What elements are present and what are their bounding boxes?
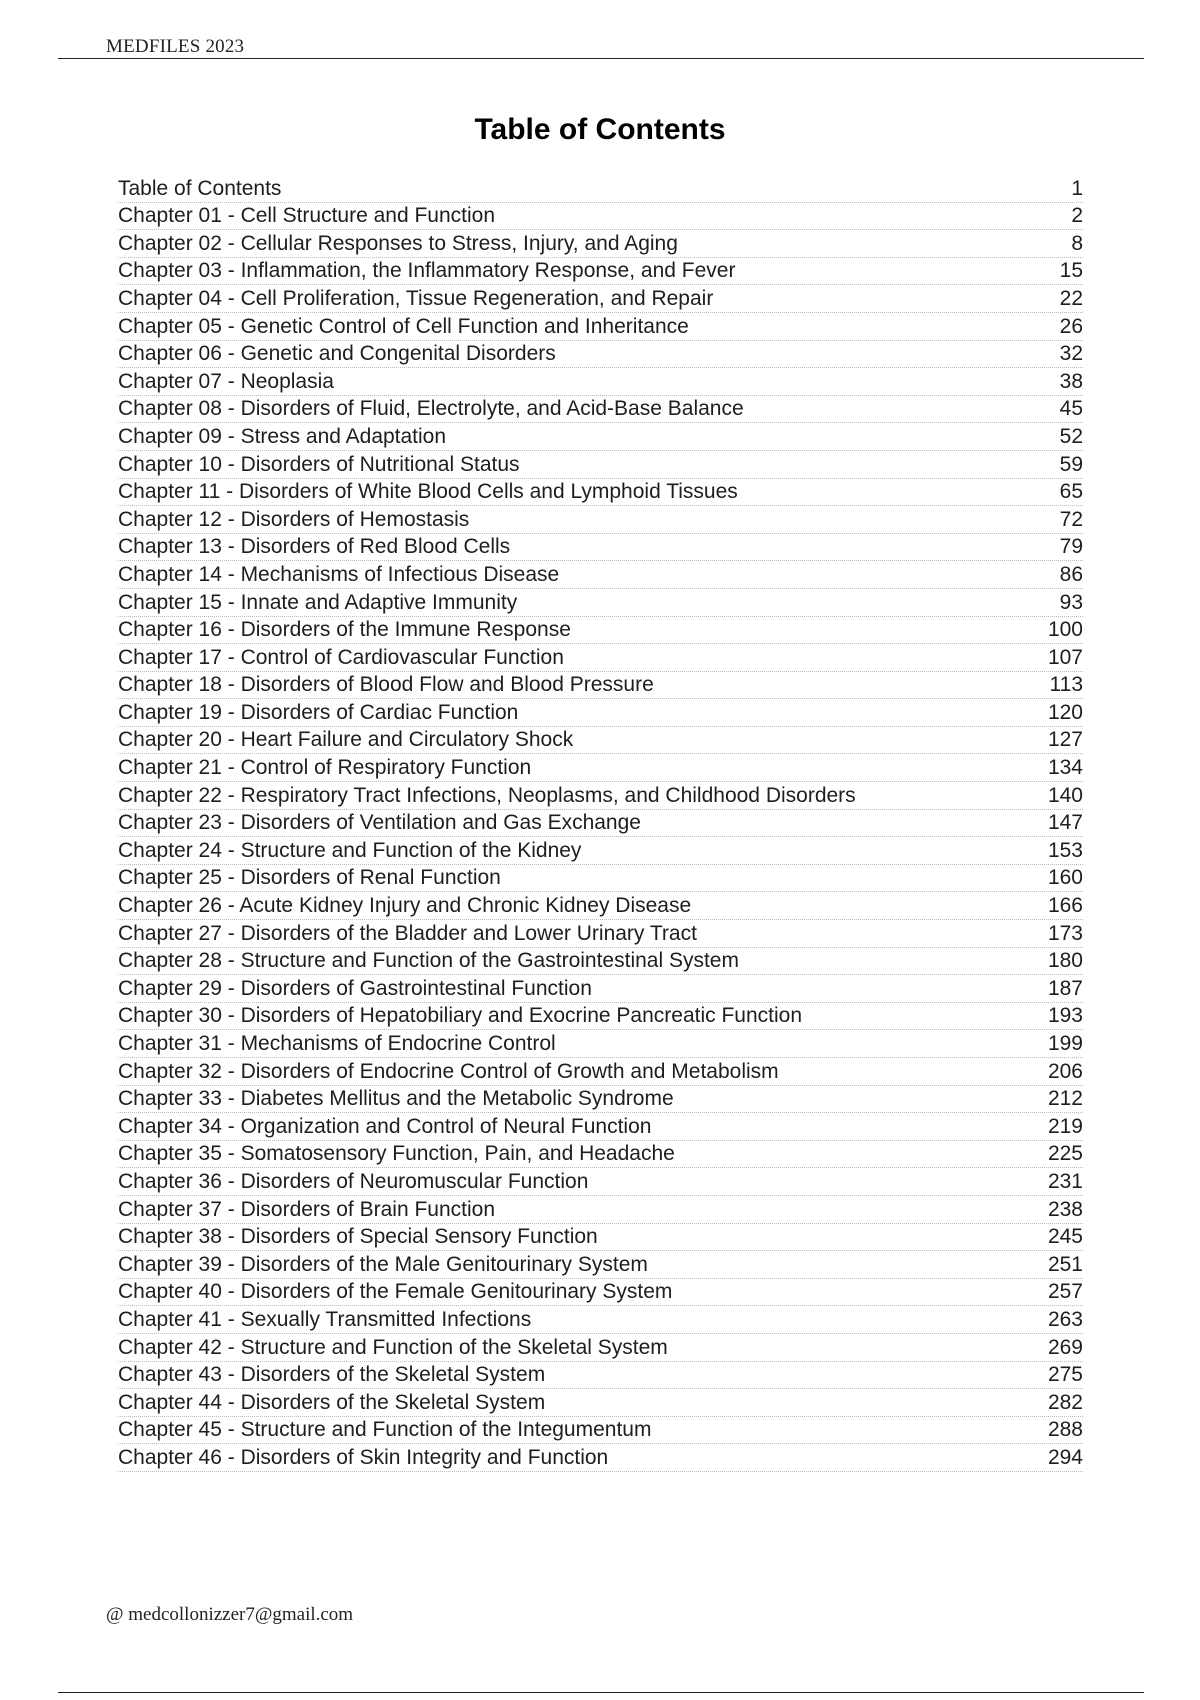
toc-entry[interactable] (118, 837, 1083, 865)
footer-divider (58, 1692, 1144, 1693)
toc-entry[interactable] (118, 617, 1083, 645)
toc-entry-label: Chapter 14 - Mechanisms of Infectious Disease (118, 562, 560, 586)
toc-entry-page-number: 263 (1047, 1307, 1083, 1331)
toc-entry-label: Chapter 35 - Somatosensory Function, Pain, and Headache (118, 1142, 675, 1166)
toc-entry[interactable] (118, 534, 1083, 562)
toc-entry-page-number: 282 (1047, 1390, 1083, 1414)
toc-entry-page-number: 251 (1047, 1252, 1083, 1276)
toc-entry-label: Chapter 16 - Disorders of the Immune Response (118, 618, 571, 642)
toc-entry[interactable] (118, 810, 1083, 838)
toc-entry[interactable] (118, 892, 1083, 920)
toc-entry[interactable] (118, 258, 1083, 286)
toc-entry-page-number: 180 (1047, 949, 1083, 973)
toc-entry-label: Chapter 26 - Acute Kidney Injury and Chronic Kidney Disease (118, 894, 692, 918)
toc-entry[interactable] (118, 1279, 1083, 1307)
toc-entry[interactable] (118, 1003, 1083, 1031)
toc-entry-label: Chapter 34 - Organization and Control of Neural Function (118, 1114, 652, 1138)
toc-entry[interactable] (118, 1362, 1083, 1390)
toc-entry[interactable] (118, 203, 1083, 231)
toc-entry-label: Chapter 29 - Disorders of Gastrointestinal Function (118, 976, 592, 1000)
toc-entry[interactable] (118, 699, 1083, 727)
toc-entry-label: Chapter 17 - Control of Cardiovascular Function (118, 645, 564, 669)
toc-entry[interactable] (118, 1086, 1083, 1114)
toc-entry-label: Chapter 37 - Disorders of Brain Function (118, 1197, 496, 1221)
toc-entry[interactable] (118, 948, 1083, 976)
toc-entry[interactable] (118, 1030, 1083, 1058)
toc-entry-page-number: 153 (1047, 838, 1083, 862)
toc-entry[interactable] (118, 644, 1083, 672)
toc-entry-page-number: 93 (1059, 590, 1083, 614)
toc-entry[interactable] (118, 782, 1083, 810)
toc-entry-label: Chapter 21 - Control of Respiratory Function (118, 756, 532, 780)
toc-entry[interactable] (118, 341, 1083, 369)
toc-entry[interactable] (118, 1389, 1083, 1417)
toc-entry[interactable] (118, 1196, 1083, 1224)
toc-entry-label: Chapter 42 - Structure and Function of the Skeletal System (118, 1335, 668, 1359)
toc-entry-label: Chapter 41 - Sexually Transmitted Infections (118, 1307, 532, 1331)
toc-entry[interactable] (118, 451, 1083, 479)
toc-entry-page-number: 245 (1047, 1225, 1083, 1249)
toc-entry-label: Chapter 33 - Diabetes Mellitus and the Metabolic Syndrome (118, 1087, 674, 1111)
toc-entry[interactable] (118, 230, 1083, 258)
toc-entry-page-number: 45 (1059, 397, 1083, 421)
toc-entry-page-number: 26 (1059, 314, 1083, 338)
toc-entry-page-number: 2 (1071, 204, 1083, 228)
toc-entry[interactable] (118, 396, 1083, 424)
toc-entry[interactable] (118, 175, 1083, 203)
toc-entry-page-number: 113 (1049, 673, 1083, 697)
toc-entry-page-number: 79 (1059, 535, 1083, 559)
toc-entry-page-number: 257 (1047, 1280, 1083, 1304)
toc-entry[interactable] (118, 920, 1083, 948)
toc-entry[interactable] (118, 975, 1083, 1003)
toc-entry-label: Chapter 39 - Disorders of the Male Genitourinary System (118, 1252, 648, 1276)
toc-entry[interactable] (118, 754, 1083, 782)
toc-entry-label: Chapter 11 - Disorders of White Blood Cells and Lymphoid Tissues (118, 480, 738, 504)
toc-entry-label: Table of Contents (118, 176, 282, 200)
toc-entry-page-number: 288 (1047, 1418, 1083, 1442)
toc-entry-page-number: 219 (1047, 1114, 1083, 1138)
toc-entry-page-number: 269 (1047, 1335, 1083, 1359)
toc-entry-label: Chapter 01 - Cell Structure and Function (118, 204, 496, 228)
toc-entry-page-number: 1 (1071, 176, 1083, 200)
toc-entry-page-number: 160 (1047, 866, 1083, 890)
toc-entry-page-number: 22 (1059, 286, 1083, 310)
toc-entry-page-number: 100 (1047, 618, 1083, 642)
toc-entry[interactable] (118, 285, 1083, 313)
toc-entry-label: Chapter 23 - Disorders of Ventilation and Gas Exchange (118, 811, 641, 835)
toc-entry-page-number: 120 (1047, 700, 1083, 724)
toc-entry[interactable] (118, 1417, 1083, 1445)
toc-entry-label: Chapter 40 - Disorders of the Female Genitourinary System (118, 1280, 673, 1304)
toc-entry-page-number: 199 (1047, 1032, 1083, 1055)
toc-entry-page-number: 86 (1059, 562, 1083, 586)
toc-entry[interactable] (118, 1168, 1083, 1196)
toc-entry[interactable] (118, 1113, 1083, 1141)
toc-entry-page-number: 65 (1059, 480, 1083, 504)
toc-entry-label: Chapter 08 - Disorders of Fluid, Electrolyte, and Acid-Base Balance (118, 397, 744, 421)
toc-entry-label: Chapter 02 - Cellular Responses to Stress, Injury, and Aging (118, 231, 678, 255)
toc-entry-label: Chapter 20 - Heart Failure and Circulatory Shock (118, 728, 574, 752)
toc-entry-page-number: 127 (1047, 728, 1083, 752)
toc-entry-page-number: 212 (1047, 1087, 1083, 1111)
toc-entry-page-number: 107 (1047, 645, 1083, 669)
toc-entry-page-number: 193 (1047, 1004, 1083, 1028)
toc-entry-label: Chapter 13 - Disorders of Red Blood Cells (118, 535, 511, 559)
toc-entry-label: Chapter 25 - Disorders of Renal Function (118, 866, 501, 890)
toc-entry-page-number: 206 (1047, 1059, 1083, 1083)
toc-entry[interactable] (118, 589, 1083, 617)
toc-entry[interactable] (118, 727, 1083, 755)
toc-entry[interactable] (118, 1141, 1083, 1169)
toc-entry-page-number: 225 (1047, 1142, 1083, 1166)
toc-entry-label: Chapter 07 - Neoplasia (118, 369, 334, 393)
toc-entry-label: Chapter 24 - Structure and Function of the Kidney (118, 838, 582, 862)
toc-entry-label: Chapter 18 - Disorders of Blood Flow and Blood Pressure (118, 673, 654, 697)
page-title: Table of Contents (474, 113, 726, 146)
toc-entry-label: Chapter 22 - Respiratory Tract Infections, Neoplasms, and Childhood Disorders (118, 783, 856, 807)
toc-entry-label: Chapter 05 - Genetic Control of Cell Function and Inheritance (118, 314, 689, 338)
toc-entry-page-number: 238 (1047, 1197, 1083, 1221)
toc-entry[interactable] (118, 1306, 1083, 1334)
toc-entry[interactable] (118, 368, 1083, 396)
page-header (58, 34, 1144, 59)
toc-entry-label: Chapter 09 - Stress and Adaptation (118, 424, 447, 448)
toc-entry[interactable] (118, 1058, 1083, 1086)
toc-entry-label: Chapter 46 - Disorders of Skin Integrity and Function (118, 1445, 609, 1469)
toc-entry-label: Chapter 15 - Innate and Adaptive Immunity (118, 590, 518, 614)
toc-entry-label: Chapter 27 - Disorders of the Bladder and Lower Urinary Tract (118, 921, 697, 945)
toc-entry-page-number: 8 (1071, 231, 1083, 255)
toc-entry-page-number: 38 (1059, 369, 1083, 393)
toc-entry-label: Chapter 31 - Mechanisms of Endocrine Control (118, 1032, 556, 1055)
toc-entry-label: Chapter 45 - Structure and Function of the Integumentum (118, 1418, 652, 1442)
toc-entry[interactable] (118, 423, 1083, 451)
toc-entry-page-number: 187 (1047, 976, 1083, 1000)
toc-entry-page-number: 32 (1059, 342, 1083, 366)
toc-entry-label: Chapter 04 - Cell Proliferation, Tissue Regeneration, and Repair (118, 286, 714, 310)
toc-entry-label: Chapter 30 - Disorders of Hepatobiliary and Exocrine Pancreatic Function (118, 1004, 803, 1028)
toc-entry[interactable] (118, 506, 1083, 534)
toc-entry[interactable] (118, 672, 1083, 700)
toc-entry-label: Chapter 12 - Disorders of Hemostasis (118, 507, 470, 531)
toc-entry-label: Chapter 28 - Structure and Function of the Gastrointestinal System (118, 949, 739, 973)
toc-entry-page-number: 52 (1059, 424, 1083, 448)
header-title: MEDFILES 2023 (106, 36, 245, 57)
toc-entry-label: Chapter 36 - Disorders of Neuromuscular Function (118, 1169, 589, 1193)
toc-entry-label: Chapter 06 - Genetic and Congenital Disorders (118, 342, 556, 366)
toc-entry-label: Chapter 10 - Disorders of Nutritional Status (118, 452, 520, 476)
toc-entry-page-number: 231 (1047, 1169, 1083, 1193)
toc-entry-label: Chapter 19 - Disorders of Cardiac Function (118, 700, 519, 724)
toc-entry-page-number: 166 (1047, 894, 1083, 918)
toc-entry-page-number: 294 (1047, 1445, 1083, 1469)
toc-entry-page-number: 140 (1047, 783, 1083, 807)
toc-list (118, 175, 1083, 1472)
toc-entry-label: Chapter 44 - Disorders of the Skeletal System (118, 1390, 546, 1414)
toc-entry[interactable] (118, 1444, 1083, 1472)
toc-entry[interactable] (118, 865, 1083, 893)
toc-entry-page-number: 275 (1047, 1363, 1083, 1387)
toc-entry-page-number: 72 (1059, 507, 1083, 531)
toc-entry[interactable] (118, 479, 1083, 507)
toc-entry-page-number: 147 (1047, 811, 1083, 835)
toc-entry-label: Chapter 43 - Disorders of the Skeletal System (118, 1363, 546, 1387)
toc-entry-label: Chapter 32 - Disorders of Endocrine Control of Growth and Metabolism (118, 1059, 779, 1083)
toc-entry[interactable] (118, 1224, 1083, 1252)
toc-entry-page-number: 134 (1047, 756, 1083, 780)
toc-entry-label: Chapter 03 - Inflammation, the Inflammatory Response, and Fever (118, 259, 736, 283)
toc-entry-page-number: 15 (1059, 259, 1083, 283)
toc-entry[interactable] (118, 1334, 1083, 1362)
toc-entry[interactable] (118, 313, 1083, 341)
toc-entry[interactable] (118, 561, 1083, 589)
toc-entry-page-number: 59 (1059, 452, 1083, 476)
toc-entry-page-number: 173 (1047, 921, 1083, 945)
footer-email: @ medcollonizzer7@gmail.com (106, 1604, 354, 1625)
toc-entry[interactable] (118, 1251, 1083, 1279)
toc-entry-label: Chapter 38 - Disorders of Special Sensory Function (118, 1225, 598, 1249)
